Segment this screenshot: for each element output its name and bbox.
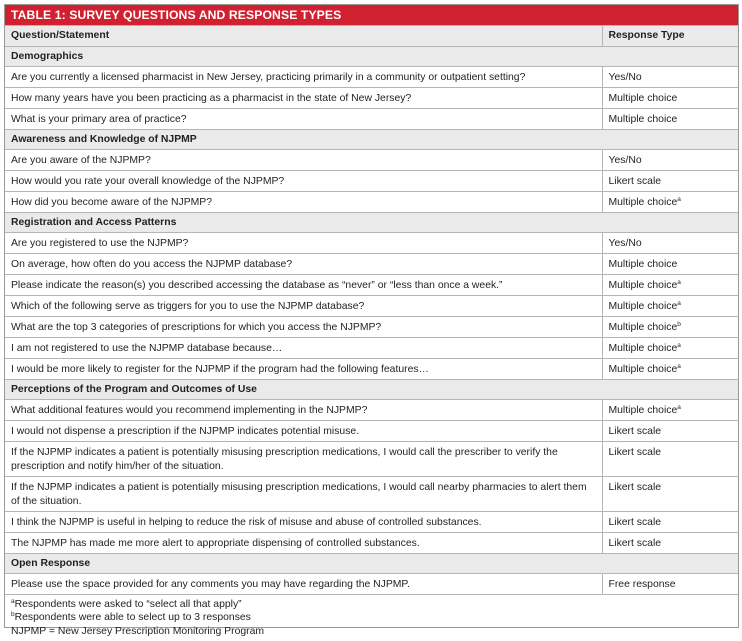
footnote-text: Respondents were able to select up to 3 responses	[14, 612, 251, 624]
table-row	[5, 192, 738, 213]
response-type-text: Yes/No	[608, 155, 642, 166]
response-type-cell	[602, 317, 738, 338]
table-row	[5, 296, 738, 317]
table-row	[5, 421, 738, 442]
response-type-cell	[602, 421, 738, 442]
response-type-cell	[602, 192, 738, 213]
question-cell: How did you become aware of the NJPMP?	[5, 192, 602, 213]
table-row	[5, 533, 738, 554]
table-row	[5, 400, 738, 421]
section-heading: Demographics	[5, 47, 738, 67]
section-heading: Perceptions of the Program and Outcomes of Use	[5, 380, 738, 400]
response-type-cell	[602, 275, 738, 296]
response-type-text: Yes/No	[608, 238, 642, 249]
response-type-cell	[602, 338, 738, 359]
question-cell: I am not registered to use the NJPMP database because…	[5, 338, 602, 359]
response-type-cell	[602, 512, 738, 533]
question-cell: Which of the following serve as triggers for you to use the NJPMP database?	[5, 296, 602, 317]
question-cell: Please use the space provided for any comments you may have regarding the NJPMP.	[5, 574, 602, 595]
table-row	[5, 254, 738, 275]
table-row	[5, 477, 738, 512]
section-heading-row	[5, 47, 738, 67]
column-header-question: Question/Statement	[5, 26, 602, 47]
question-cell: If the NJPMP indicates a patient is potentially misusing prescription medications, I would call the prescriber to verify the prescription and notify him/her of the situation.	[5, 442, 602, 477]
question-cell: The NJPMP has made me more alert to appropriate dispensing of controlled substances.	[5, 533, 602, 554]
table-title: TABLE 1: SURVEY QUESTIONS AND RESPONSE TYPES	[5, 5, 738, 25]
response-type-text: Yes/No	[608, 72, 642, 83]
footnote-marker: a	[677, 300, 681, 307]
response-type-cell	[602, 233, 738, 254]
table-row	[5, 317, 738, 338]
response-type-cell	[602, 400, 738, 421]
table-row	[5, 233, 738, 254]
response-type-text: Multiple choice	[608, 93, 678, 104]
response-type-cell	[602, 442, 738, 477]
table-row	[5, 275, 738, 296]
response-type-text: Multiple choice	[608, 322, 678, 333]
response-type-cell	[602, 67, 738, 88]
table-row	[5, 442, 738, 477]
response-type-cell	[602, 359, 738, 380]
question-cell: On average, how often do you access the NJPMP database?	[5, 254, 602, 275]
response-type-cell	[602, 574, 738, 595]
section-heading: Awareness and Knowledge of NJPMP	[5, 130, 738, 150]
table-row	[5, 359, 738, 380]
table-row	[5, 150, 738, 171]
response-type-cell	[602, 171, 738, 192]
response-type-cell	[602, 88, 738, 109]
footnote-text: Respondents were asked to “select all that apply”	[14, 599, 242, 610]
question-cell: Are you aware of the NJPMP?	[5, 150, 602, 171]
footnote-text: NJPMP = New Jersey Prescription Monitoring Program	[11, 625, 265, 637]
response-type-text: Likert scale	[608, 482, 662, 493]
response-type-text: Likert scale	[608, 538, 662, 549]
section-heading: Open Response	[5, 554, 738, 574]
response-type-text: Multiple choice	[608, 364, 678, 375]
table-row	[5, 574, 738, 595]
footnote-marker: a	[677, 342, 681, 349]
table-row	[5, 512, 738, 533]
section-heading: Registration and Access Patterns	[5, 213, 738, 233]
question-cell: Are you registered to use the NJPMP?	[5, 233, 602, 254]
footnote-marker: b	[677, 321, 681, 328]
footnote	[11, 625, 732, 638]
footnote-marker: a	[677, 279, 681, 286]
section-heading-row	[5, 380, 738, 400]
table-footnotes	[5, 594, 738, 641]
response-type-text: Multiple choice	[608, 405, 678, 416]
response-type-cell	[602, 296, 738, 317]
response-type-cell	[602, 109, 738, 130]
question-cell: How would you rate your overall knowledge of the NJPMP?	[5, 171, 602, 192]
table-header-row	[5, 26, 738, 47]
survey-table-figure	[4, 4, 739, 637]
footnote	[11, 611, 732, 624]
response-type-text: Multiple choice	[608, 259, 678, 270]
footnote-marker: a	[677, 196, 681, 203]
question-cell: I think the NJPMP is useful in helping to reduce the risk of misuse and abuse of controlled substances.	[5, 512, 602, 533]
question-cell: I would be more likely to register for the NJPMP if the program had the following features…	[5, 359, 602, 380]
question-cell: I would not dispense a prescription if the NJPMP indicates potential misuse.	[5, 421, 602, 442]
table-row	[5, 171, 738, 192]
section-heading-row	[5, 130, 738, 150]
footnote-marker: a	[677, 404, 681, 411]
table-row	[5, 88, 738, 109]
column-header-response-type: Response Type	[602, 26, 738, 47]
footnote-marker: a	[677, 363, 681, 370]
response-type-text: Likert scale	[608, 517, 662, 528]
response-type-cell	[602, 254, 738, 275]
section-heading-row	[5, 213, 738, 233]
footnote	[11, 598, 732, 611]
response-type-cell	[602, 533, 738, 554]
response-type-text: Multiple choice	[608, 280, 678, 291]
question-cell: Please indicate the reason(s) you described accessing the database as “never” or “less than once a week.”	[5, 275, 602, 296]
footnote-mark: b	[11, 611, 15, 619]
response-type-text: Likert scale	[608, 447, 662, 458]
response-type-text: Multiple choice	[608, 197, 678, 208]
footnote-mark: a	[11, 598, 15, 605]
response-type-text: Likert scale	[608, 176, 662, 187]
table-row	[5, 338, 738, 359]
question-cell: How many years have you been practicing as a pharmacist in the state of New Jersey?	[5, 88, 602, 109]
response-type-cell	[602, 477, 738, 512]
question-cell: What additional features would you recommend implementing in the NJPMP?	[5, 400, 602, 421]
table-row	[5, 109, 738, 130]
response-type-text: Likert scale	[608, 426, 662, 437]
response-type-cell	[602, 150, 738, 171]
response-type-text: Multiple choice	[608, 114, 678, 125]
response-type-text: Multiple choice	[608, 343, 678, 354]
question-cell: Are you currently a licensed pharmacist in New Jersey, practicing primarily in a community or outpatient setting?	[5, 67, 602, 88]
response-type-text: Multiple choice	[608, 301, 678, 312]
question-cell: What is your primary area of practice?	[5, 109, 602, 130]
section-heading-row	[5, 554, 738, 574]
question-cell: If the NJPMP indicates a patient is potentially misusing prescription medications, I would call nearby pharmacies to alert them of the situation.	[5, 477, 602, 512]
question-cell: What are the top 3 categories of prescriptions for which you access the NJPMP?	[5, 317, 602, 338]
survey-table	[5, 25, 738, 594]
table-row	[5, 67, 738, 88]
response-type-text: Free response	[608, 579, 676, 590]
